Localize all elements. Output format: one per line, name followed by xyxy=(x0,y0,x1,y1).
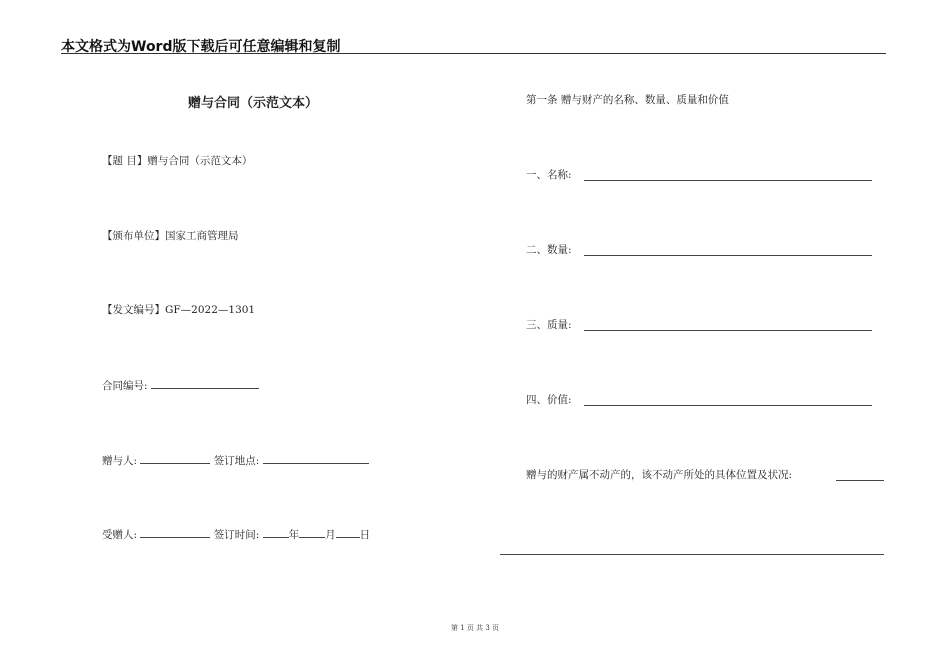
contract-number-label: 合同编号: xyxy=(102,380,148,392)
page-footer: 第 1 页 共 3 页 xyxy=(450,624,500,632)
real-estate-label: 赠与的财产属不动产的，该不动产所处的具体位置及状况: xyxy=(526,469,793,481)
year-blank[interactable] xyxy=(263,527,289,538)
subject-value: 赠与合同（示范文本） xyxy=(147,155,253,167)
quality-blank[interactable] xyxy=(584,330,872,331)
contract-number-line xyxy=(102,378,259,393)
name-blank[interactable] xyxy=(584,180,872,181)
donee-blank[interactable] xyxy=(140,527,210,538)
subject-line xyxy=(102,154,252,168)
donor-blank[interactable] xyxy=(140,453,210,464)
donor-label: 赠与人: xyxy=(102,455,138,467)
value-line xyxy=(526,393,572,407)
value-blank[interactable] xyxy=(584,405,872,406)
contract-number-blank[interactable] xyxy=(151,378,259,389)
sign-time-label: 签订时间: xyxy=(213,529,260,541)
name-label: 一、名称: xyxy=(526,169,572,181)
name-line xyxy=(526,168,572,182)
quality-label: 三、质量: xyxy=(526,319,572,331)
header-divider xyxy=(61,53,886,54)
issuer-label: 【颁布单位】 xyxy=(102,230,165,242)
quantity-line xyxy=(526,243,572,257)
real-estate-line xyxy=(526,468,792,482)
doc-number-label: 【发文编号】 xyxy=(102,304,165,316)
quality-line xyxy=(526,318,572,332)
subject-label: 【题 目】 xyxy=(102,155,148,167)
quantity-label: 二、数量: xyxy=(526,244,572,256)
value-label: 四、价值: xyxy=(526,394,572,406)
donee-label: 受赠人: xyxy=(102,529,138,541)
month-blank[interactable] xyxy=(299,527,325,538)
document-title: 赠与合同（示范文本） xyxy=(188,96,319,111)
issuer-line xyxy=(102,229,239,243)
document-header: 本文格式为Word版下载后可任意编辑和复制 xyxy=(61,39,341,55)
doc-number-value: GF—2022—1301 xyxy=(165,304,256,316)
sign-place-label: 签订地点: xyxy=(213,455,260,467)
donee-line xyxy=(102,527,370,542)
sign-place-blank[interactable] xyxy=(263,453,369,464)
day-label: 日 xyxy=(359,529,371,541)
doc-number-line xyxy=(102,303,255,317)
issuer-value: 国家工商管理局 xyxy=(165,230,239,242)
article-one-heading: 第一条 赠与财产的名称、数量、质量和价值 xyxy=(526,94,729,106)
year-label: 年 xyxy=(288,529,300,541)
real-estate-blank-continued[interactable] xyxy=(500,554,884,555)
donor-line xyxy=(102,453,369,468)
quantity-blank[interactable] xyxy=(584,255,872,256)
month-label: 月 xyxy=(325,529,336,541)
day-blank[interactable] xyxy=(336,527,360,538)
real-estate-blank[interactable] xyxy=(836,480,884,481)
